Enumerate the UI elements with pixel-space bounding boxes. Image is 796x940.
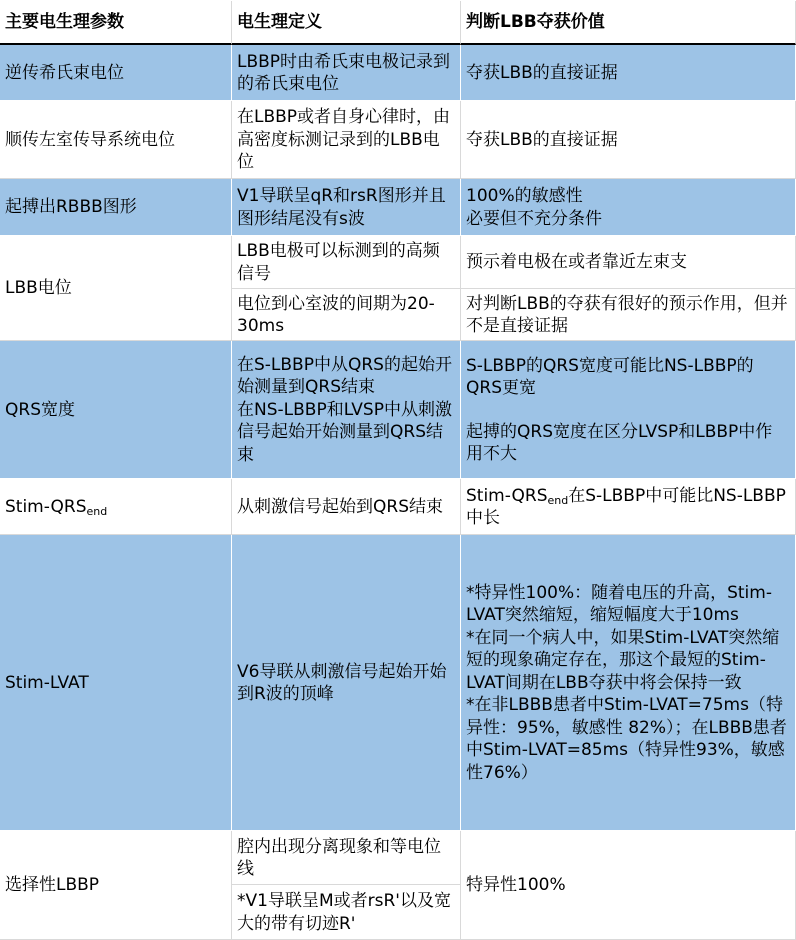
stim-lvat-value-3: *在非LBBB患者中Stim-LVAT=75ms（特异性：95%，敏感性 82%）；在LBBB患者中Stim-LVAT=85ms（特异性93%，敏感性76%） <box>466 695 787 783</box>
cell-param-stim-lvat: Stim-LVAT <box>0 535 232 831</box>
cell-param-retro-his: 逆传希氏束电位 <box>0 45 232 101</box>
cell-def-lbb-potential-2: 电位到心室波的间期为20-30ms <box>232 289 461 341</box>
cell-def-antero-lv: 在LBBP或者自身心律时，由高密度标测记录到的LBB电位 <box>232 101 461 179</box>
cell-value-stim-lvat <box>461 535 796 831</box>
cell-value-rbbb <box>461 179 796 236</box>
cell-def-qrs-width <box>232 341 461 479</box>
cell-def-rbbb: V1导联呈qR和rsR图形并且图形结尾没有s波 <box>232 179 461 236</box>
cell-value-stim-qrs-end <box>461 479 796 535</box>
cell-def-retro-his: LBBP时由希氏束电极记录到的希氏束电位 <box>232 45 461 101</box>
cell-value-qrs-width <box>461 341 796 479</box>
cell-param-qrs-width: QRS宽度 <box>0 341 232 479</box>
qrs-def-line1: 在S-LBBP中从QRS的起始开始测量到QRS结束 <box>237 354 452 398</box>
cell-param-selective-lbbp: 选择性LBBP <box>0 831 232 940</box>
stim-qrs-value-text: Stim-$QRS_{end}$在S-LBBP中可能比NS-LBBP中长 <box>466 485 786 528</box>
qrs-def-line2: 在NS-LBBP和LVSP中从刺激信号起始开始测量到QRS结束 <box>237 399 452 465</box>
rbbb-value-line1: 100%的敏感性 <box>466 186 583 206</box>
cell-def-selective-2: *V1导联呈M或者rsR'以及宽大的带有切迹R' <box>232 885 461 940</box>
stim-qrs-param-text: Stim-$QRS_{end}$ <box>5 496 108 518</box>
header-value: 判断LBB夺获价值 <box>461 1 796 45</box>
cell-value-selective-lbbp: 特异性100% <box>461 831 796 940</box>
cell-def-stim-qrs-end: 从刺激信号起始到QRS结束 <box>232 479 461 535</box>
header-param: 主要电生理参数 <box>0 1 232 45</box>
stim-lvat-value-1: *特异性100%：随着电压的升高，Stim-LVAT突然缩短，缩短幅度大于10ms <box>466 582 772 626</box>
cell-value-retro-his: 夺获LBB的直接证据 <box>461 45 796 101</box>
cell-def-stim-lvat: V6导联从刺激信号起始开始到R波的顶峰 <box>232 535 461 831</box>
cell-def-selective-1: 腔内出现分离现象和等电位线 <box>232 831 461 885</box>
header-definition: 电生理定义 <box>232 1 461 45</box>
cell-value-lbb-potential-2: 对判断LBB的夺获有很好的预示作用，但并不是直接证据 <box>461 289 796 341</box>
cell-value-antero-lv: 夺获LBB的直接证据 <box>461 101 796 179</box>
cell-param-stim-qrs-end <box>0 479 232 535</box>
cell-value-lbb-potential-1: 预示着电极在或者靠近左束支 <box>461 236 796 289</box>
cell-def-lbb-potential-1: LBB电极可以标测到的高频信号 <box>232 236 461 289</box>
qrs-value-1: S-LBBP的QRS宽度可能比NS-LBBP的QRS更宽 <box>466 355 754 398</box>
stim-lvat-value-2: *在同一个病人中，如果Stim-LVAT突然缩短的现象确定存在，那这个最短的Stim-LVAT间期在LBB夺获中将会保持一致 <box>466 627 780 693</box>
rbbb-value-line2: 必要但不充分条件 <box>466 208 602 229</box>
cell-param-rbbb: 起搏出RBBB图形 <box>0 179 232 236</box>
cell-param-antero-lv: 顺传左室传导系统电位 <box>0 101 232 179</box>
qrs-value-2: 起搏的QRS宽度在区分LVSP和LBBP中作用不大 <box>466 421 773 464</box>
cell-param-lbb-potential: LBB电位 <box>0 236 232 341</box>
